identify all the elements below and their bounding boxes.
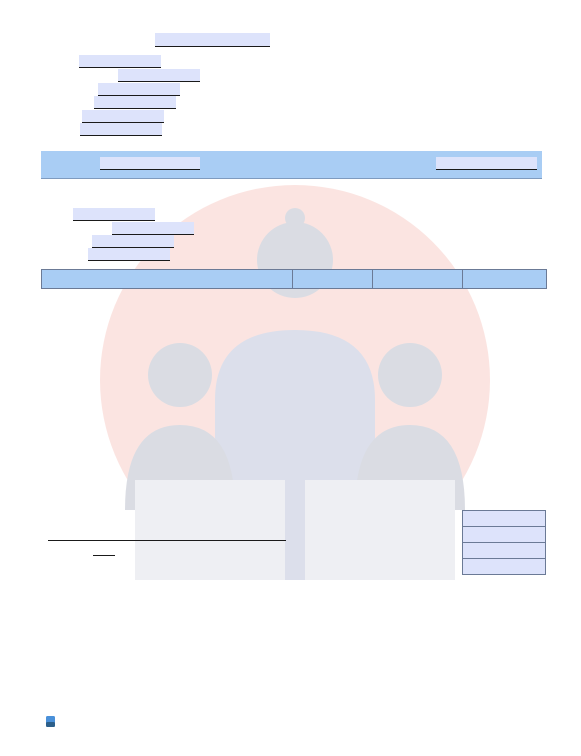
tax-field[interactable]: [462, 542, 546, 559]
company-name-field[interactable]: [155, 33, 270, 47]
subtotal-field[interactable]: [462, 510, 546, 527]
client-name-field[interactable]: [73, 208, 155, 221]
company-city-field[interactable]: [98, 83, 180, 96]
invoice-number-field[interactable]: [100, 157, 200, 170]
brand-footer: [46, 716, 60, 727]
table-header-row: [42, 270, 547, 289]
company-email-field[interactable]: [80, 123, 162, 136]
rate-header: [373, 270, 463, 289]
date-field[interactable]: [436, 157, 537, 170]
invoice-templates-logo-icon: [46, 716, 55, 727]
payment-days-field[interactable]: [93, 545, 115, 556]
payment-due-line: [93, 545, 115, 558]
amount-header: [463, 270, 547, 289]
client-city-field[interactable]: [92, 235, 174, 248]
client-zip-field[interactable]: [88, 248, 170, 261]
company-contact-name-field[interactable]: [79, 55, 161, 68]
company-street-field[interactable]: [118, 69, 200, 82]
company-zip-field[interactable]: [94, 96, 176, 109]
discount-field[interactable]: [462, 526, 546, 543]
description-header: [42, 270, 293, 289]
client-street-field[interactable]: [112, 222, 194, 235]
total-field[interactable]: [462, 558, 546, 575]
invoice-bar: [41, 151, 542, 179]
company-phone-field[interactable]: [82, 110, 164, 123]
hours-header: [293, 270, 373, 289]
comments-field[interactable]: [48, 528, 286, 541]
line-items-table: [41, 269, 547, 289]
